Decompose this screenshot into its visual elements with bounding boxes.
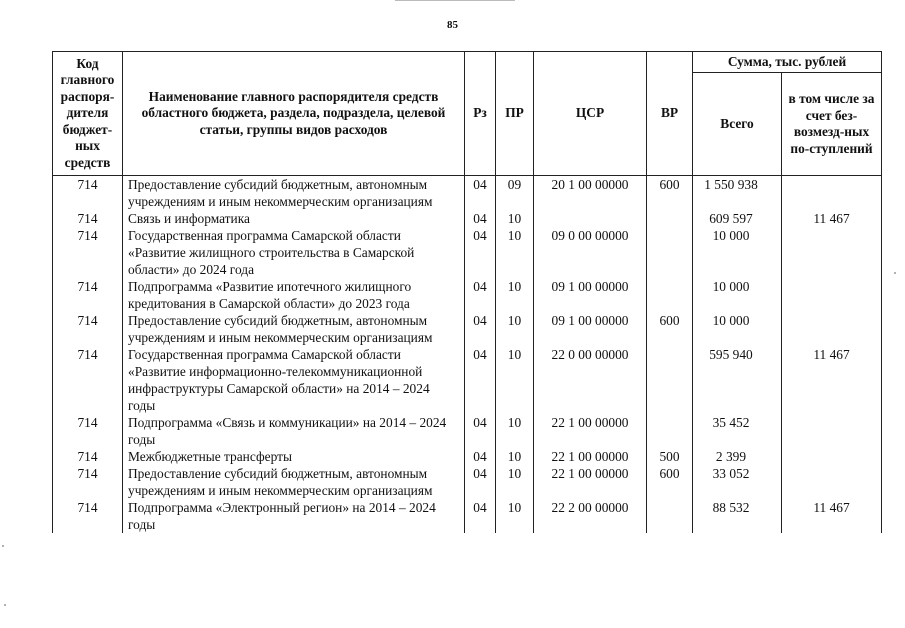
- cell-name: Подпрограмма «Развитие ипотечного жилищного кредитования в Самарской области» до 2023 года: [123, 278, 465, 312]
- cell-csr: 22 1 00 00000: [534, 465, 647, 499]
- scan-edge-mark: [395, 0, 515, 1]
- cell-vr: [647, 346, 693, 414]
- cell-name: Предоставление субсидий бюджетным, автономным учреждениям и иным некоммерческим организациям: [123, 312, 465, 346]
- cell-vr: 600: [647, 312, 693, 346]
- cell-total: 10 000: [693, 227, 782, 278]
- cell-name: Государственная программа Самарской области «Развитие жилищного строительства в Самарской области» до 2024 года: [123, 227, 465, 278]
- cell-vr: [647, 499, 693, 533]
- cell-bez: [782, 465, 882, 499]
- cell-bez: [782, 312, 882, 346]
- cell-code: 714: [53, 312, 123, 346]
- header-pr: ПР: [496, 52, 534, 176]
- header-vr: ВР: [647, 52, 693, 176]
- table-row: [53, 346, 882, 414]
- cell-csr: 20 1 00 00000: [534, 176, 647, 211]
- cell-code: 714: [53, 278, 123, 312]
- cell-pr: 10: [496, 465, 534, 499]
- cell-total: 1 550 938: [693, 176, 782, 211]
- cell-rz: 04: [465, 227, 496, 278]
- cell-code: 714: [53, 465, 123, 499]
- cell-name: Подпрограмма «Электронный регион» на 2014 – 2024 годы: [123, 499, 465, 533]
- cell-bez: [782, 278, 882, 312]
- cell-name: Межбюджетные трансферты: [123, 448, 465, 465]
- header-name: Наименование главного распорядителя средств областного бюджета, раздела, подраздела, целевой статьи, группы видов расходов: [123, 52, 465, 176]
- scan-speck: [4, 604, 6, 606]
- cell-total: 595 940: [693, 346, 782, 414]
- cell-vr: [647, 278, 693, 312]
- cell-csr: 22 1 00 00000: [534, 414, 647, 448]
- cell-csr: 09 1 00 00000: [534, 312, 647, 346]
- cell-csr: 22 0 00 00000: [534, 346, 647, 414]
- cell-rz: 04: [465, 448, 496, 465]
- cell-csr: 09 1 00 00000: [534, 278, 647, 312]
- scan-speck: [2, 545, 4, 547]
- header-rz: Рз: [465, 52, 496, 176]
- cell-rz: 04: [465, 312, 496, 346]
- cell-code: 714: [53, 210, 123, 227]
- cell-bez: [782, 227, 882, 278]
- table-row: [53, 414, 882, 448]
- cell-pr: 10: [496, 227, 534, 278]
- cell-code: 714: [53, 346, 123, 414]
- cell-pr: 09: [496, 176, 534, 211]
- cell-bez: [782, 448, 882, 465]
- cell-name: Связь и информатика: [123, 210, 465, 227]
- cell-bez: 11 467: [782, 210, 882, 227]
- cell-total: 35 452: [693, 414, 782, 448]
- cell-rz: 04: [465, 465, 496, 499]
- header-code: Код главного распоря-дителя бюджет-ных средств: [53, 52, 123, 176]
- cell-name: Государственная программа Самарской области «Развитие информационно-телекоммуникационной инфраструктуры Самарской области» на 2014 – 2024 годы: [123, 346, 465, 414]
- table-row: [53, 278, 882, 312]
- cell-code: 714: [53, 499, 123, 533]
- cell-rz: 04: [465, 176, 496, 211]
- table-body: [53, 176, 882, 534]
- scan-speck: [894, 272, 896, 274]
- cell-total: 2 399: [693, 448, 782, 465]
- cell-rz: 04: [465, 414, 496, 448]
- header-bez: в том числе за счет без-возмезд-ных по-ступлений: [782, 73, 882, 176]
- cell-csr: 22 2 00 00000: [534, 499, 647, 533]
- cell-total: 88 532: [693, 499, 782, 533]
- cell-vr: 600: [647, 176, 693, 211]
- cell-name: Подпрограмма «Связь и коммуникации» на 2014 – 2024 годы: [123, 414, 465, 448]
- cell-total: 609 597: [693, 210, 782, 227]
- cell-csr: 09 0 00 00000: [534, 227, 647, 278]
- cell-rz: 04: [465, 278, 496, 312]
- cell-bez: 11 467: [782, 346, 882, 414]
- header-sum: Сумма, тыс. рублей: [693, 52, 882, 73]
- cell-pr: 10: [496, 278, 534, 312]
- cell-code: 714: [53, 227, 123, 278]
- cell-pr: 10: [496, 210, 534, 227]
- cell-rz: 04: [465, 346, 496, 414]
- cell-bez: [782, 414, 882, 448]
- cell-bez: 11 467: [782, 499, 882, 533]
- budget-table: [52, 51, 882, 533]
- cell-vr: 600: [647, 465, 693, 499]
- cell-pr: 10: [496, 346, 534, 414]
- cell-name: Предоставление субсидий бюджетным, автономным учреждениям и иным некоммерческим организациям: [123, 465, 465, 499]
- table-row: [53, 465, 882, 499]
- cell-total: 10 000: [693, 278, 782, 312]
- cell-code: 714: [53, 448, 123, 465]
- cell-code: 714: [53, 176, 123, 211]
- cell-vr: [647, 227, 693, 278]
- cell-vr: 500: [647, 448, 693, 465]
- cell-csr: 22 1 00 00000: [534, 448, 647, 465]
- cell-bez: [782, 176, 882, 211]
- cell-vr: [647, 414, 693, 448]
- cell-csr: [534, 210, 647, 227]
- table-row: [53, 499, 882, 533]
- cell-vr: [647, 210, 693, 227]
- table-row: [53, 448, 882, 465]
- cell-pr: 10: [496, 499, 534, 533]
- cell-pr: 10: [496, 448, 534, 465]
- table-row: [53, 176, 882, 211]
- page-number: 85: [447, 19, 458, 31]
- cell-name: Предоставление субсидий бюджетным, автономным учреждениям и иным некоммерческим организациям: [123, 176, 465, 211]
- header-total: Всего: [693, 73, 782, 176]
- table-row: [53, 312, 882, 346]
- cell-pr: 10: [496, 414, 534, 448]
- cell-total: 33 052: [693, 465, 782, 499]
- cell-total: 10 000: [693, 312, 782, 346]
- cell-pr: 10: [496, 312, 534, 346]
- cell-code: 714: [53, 414, 123, 448]
- header-csr: ЦСР: [534, 52, 647, 176]
- cell-rz: 04: [465, 210, 496, 227]
- table-row: [53, 210, 882, 227]
- cell-rz: 04: [465, 499, 496, 533]
- table-row: [53, 227, 882, 278]
